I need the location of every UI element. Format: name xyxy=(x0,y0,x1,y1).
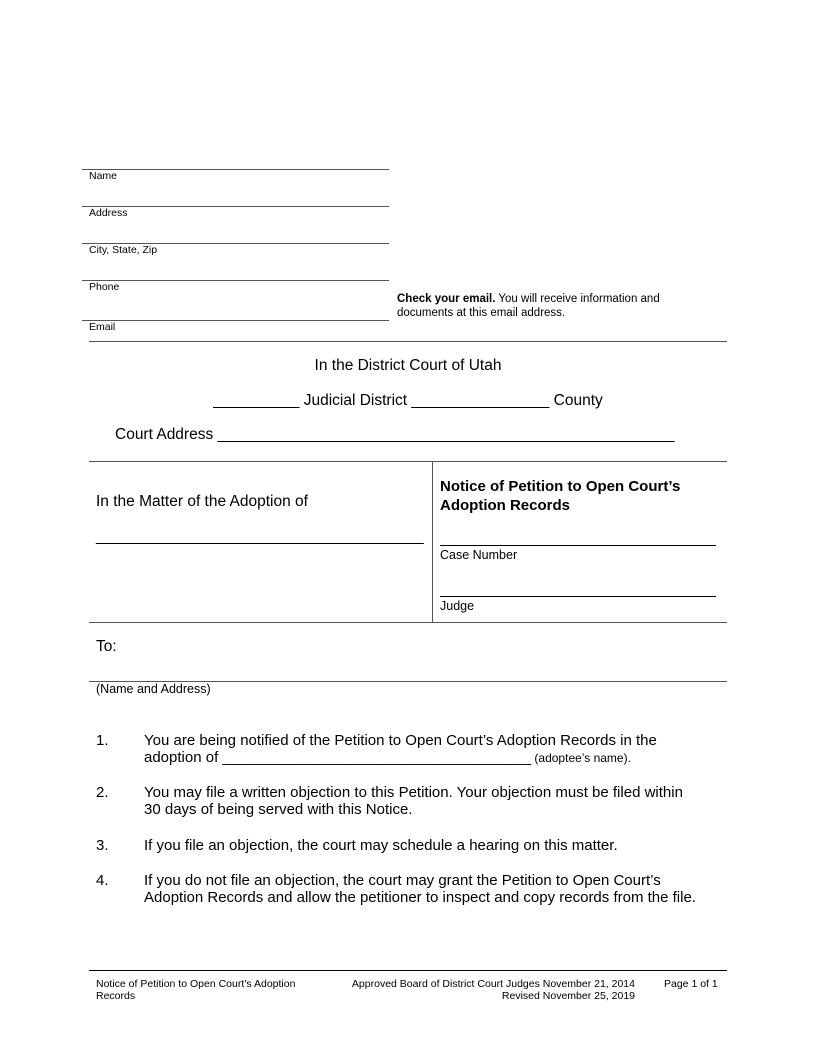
footer-page-number: Page 1 of 1 xyxy=(664,978,718,990)
name-and-address-label: (Name and Address) xyxy=(96,682,211,696)
matter-blank: ______________________________________ xyxy=(96,528,424,545)
phone-label: Phone xyxy=(89,281,120,293)
district-county-line: __________ Judicial District ________________ County xyxy=(213,392,603,409)
footer-approval: Approved Board of District Court Judges November 21, 2014 Revised November 25, 2019 xyxy=(351,978,635,1002)
case-number-label: Case Number xyxy=(440,548,518,562)
judge-label: Judge xyxy=(440,599,475,613)
court-address-line: Court Address _____________________________________________________ xyxy=(115,426,675,443)
address-label: Address xyxy=(89,207,128,219)
name-label: Name xyxy=(89,170,118,182)
document-title: Notice of Petition to Open Court’s Adoption Records xyxy=(440,478,681,514)
footer-document-title: Notice of Petition to Open Court’s Adoption Records xyxy=(96,978,296,1002)
to-label: To: xyxy=(96,638,117,655)
city-state-zip-label: City, State, Zip xyxy=(89,244,158,256)
court-title: In the District Court of Utah xyxy=(314,357,502,374)
email-label: Email xyxy=(89,321,116,333)
email-note: Check your email. You will receive information and documents at this email address. xyxy=(397,293,660,319)
matter-label: In the Matter of the Adoption of xyxy=(96,493,308,510)
